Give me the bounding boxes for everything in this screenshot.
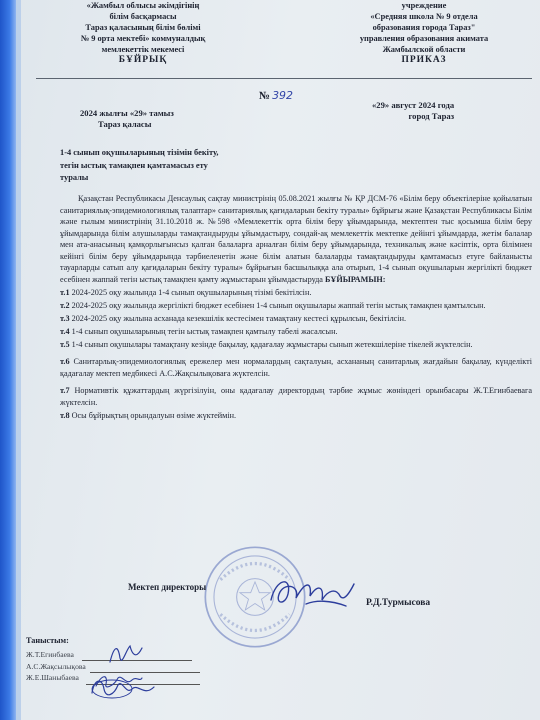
date-left bbox=[80, 108, 174, 130]
director-name: Р.Д.Турмысова bbox=[366, 598, 431, 608]
item-text: Нормативтік құжаттардың жүргізілуін, оны қадағалау директордың тәрбие жұмыс жөніндегі орынбасары Ж.Т.Егинбаевага жүктелсін. bbox=[60, 386, 532, 407]
item-text: 1-4 сынып оқушыларының тегін ыстық тамақпен қамтылу табелі жасалсын. bbox=[71, 326, 338, 336]
binder-sleeve bbox=[16, 0, 21, 720]
item-number: т.5 bbox=[60, 339, 70, 349]
header-right-title: ПРИКАЗ bbox=[401, 55, 447, 65]
handwritten-signature bbox=[106, 640, 146, 668]
header-left-line: № 9 орта мектебі» коммуналдық bbox=[80, 34, 206, 43]
registration-number bbox=[259, 89, 293, 102]
order-item bbox=[60, 385, 532, 408]
date-right-date: «29» август 2024 года bbox=[372, 100, 455, 110]
header-right-line: «Средняя школа № 9 отдела bbox=[370, 12, 478, 21]
number-sign: № bbox=[259, 90, 271, 102]
header-right-line: учреждение bbox=[401, 1, 447, 10]
item-text: Санитарлық-эпидемиологиялық ережелер мен нормалардың сақталуын, асхананың санитарлық жағдайын бақылау, күнделікті қадағалау мектеп медбикесі А.С.Жақсылықоваға жүктелсін. bbox=[60, 357, 533, 378]
header-right-line: Жамбылской области bbox=[382, 45, 466, 54]
order-item bbox=[60, 356, 532, 379]
item-number: т.4 bbox=[60, 326, 70, 336]
header-left-line: Тараз қаласының білім бөлімі bbox=[85, 23, 201, 32]
item-number: т.2 bbox=[60, 300, 70, 310]
date-right bbox=[372, 100, 454, 122]
order-item bbox=[60, 410, 532, 422]
header-divider bbox=[36, 78, 532, 79]
order-subject: 1-4 сынып оқушыларының тізімін бекіту, тегін ыстық тамақпен қамтамасыз ету туралы bbox=[60, 148, 219, 182]
order-document bbox=[26, 0, 532, 720]
order-item bbox=[60, 300, 532, 312]
header-left-line: «Жамбыл облысы әкімдігінің bbox=[86, 1, 200, 10]
acquainted-name: Ж.Е.Шаныбаева bbox=[26, 673, 79, 682]
order-item bbox=[60, 313, 532, 325]
item-number: т.3 bbox=[60, 313, 70, 323]
handwritten-signature bbox=[88, 675, 158, 703]
date-right-place: город Тараз bbox=[408, 111, 455, 121]
header-left-line: мемлекеттік мекемесі bbox=[101, 45, 185, 54]
header-left-line: білім басқармасы bbox=[109, 12, 177, 21]
acquainted-name: Ж.Т.Егинбаева bbox=[26, 650, 74, 659]
item-number: т.8 bbox=[60, 410, 70, 420]
order-body bbox=[60, 193, 532, 421]
acquainted-list bbox=[26, 649, 86, 684]
order-word: БҰЙЫРАМЫН: bbox=[325, 274, 386, 284]
header-left-title: БҰЙРЫҚ bbox=[118, 55, 168, 65]
acquainted-name: А.С.Жақсылықова bbox=[26, 661, 86, 671]
order-item bbox=[60, 287, 532, 299]
header-right bbox=[344, 0, 504, 66]
item-text: 2024-2025 оқу жылында 1-4 сынып оқушыларының тізімі бекітілсін. bbox=[71, 287, 312, 297]
acquainted-title: Таныстым: bbox=[26, 636, 69, 645]
preamble bbox=[60, 193, 532, 285]
preamble-text: Қазақстан Республикасы Денсаулық сақтау министрінің 05.08.2021 жылғы № ҚР ДСМ-76 «Білім беру объектілеріне қойылатын санитариялық-эпидемиологиялық талаптар» санитариялық қағидаларын бекіту туралы» бұйрығы және Қазақстан Республикасы Білім және ғылым министрінің 31.10.2018 ж. №598 «Мемлекеттік орта білім беру ұйымдарында, мектептен тыс қосымша білім беру ұйымдарында білім алушыларды тамақтандыруды ұйымдастыру, сондай-ақ мемлекеттік мектепке дейінгі ұйымдарда, жетім балалар мен ата-анасының қамқорлығынсыз қалған балаларға арналған білім беру ұйымдарында, техникалық және кәсіптік, орта білімнен кейінгі білім беру ұйымдарында тәрбиеленетін және білім алатын балаларды тамақтандыруды қамтамасыз етуге байланысты тауарларды сатып алу қағидаларын бекіту туралы» бұйрығын басшылыққа ала отырып, 1-4 сынып оқушыларын жергілікті бюджет есебінен жаппай тегін ыстық тамақпен қамту жұмыстарын ұйымдастыруда bbox=[60, 194, 532, 284]
date-left-date: 2024 жылғы «29» тамыз bbox=[80, 108, 174, 118]
director-title: Мектеп директоры bbox=[128, 582, 207, 592]
header-left bbox=[58, 0, 228, 66]
order-item bbox=[60, 339, 532, 351]
blue-binder-edge bbox=[0, 0, 16, 720]
item-text: 1-4 сынып оқушылары тамақтану кезінде бақылау, қадағалау жұмыстары сынып жетекшілеріне тікелей жүктелсін. bbox=[71, 339, 473, 349]
item-text: 2024-2025 оқу жылында жергілікті бюджет есебінен 1-4 сынып оқушылары жаппай тегін ыстық тамақпен қамтылсын. bbox=[71, 300, 486, 310]
director-signature bbox=[266, 570, 356, 615]
date-left-place: Тараз қаласы bbox=[98, 119, 152, 129]
header-right-line: управления образования акимата bbox=[359, 34, 489, 43]
item-number: т.7 bbox=[60, 386, 70, 395]
item-number: т.1 bbox=[60, 287, 70, 297]
item-text: 2024-2025 оқу жылына асханада кезекшілік кестесімен тамақтану кестесі құрылсын, бекітілсін. bbox=[71, 313, 406, 323]
handwritten-number: 392 bbox=[272, 89, 294, 102]
item-number: т.6 bbox=[60, 357, 70, 366]
header-right-line: образования города Тараз" bbox=[372, 23, 476, 32]
order-item bbox=[60, 326, 532, 338]
item-text: Осы бұйрықтың орындалуын өзіме жүктеймін. bbox=[71, 410, 237, 420]
